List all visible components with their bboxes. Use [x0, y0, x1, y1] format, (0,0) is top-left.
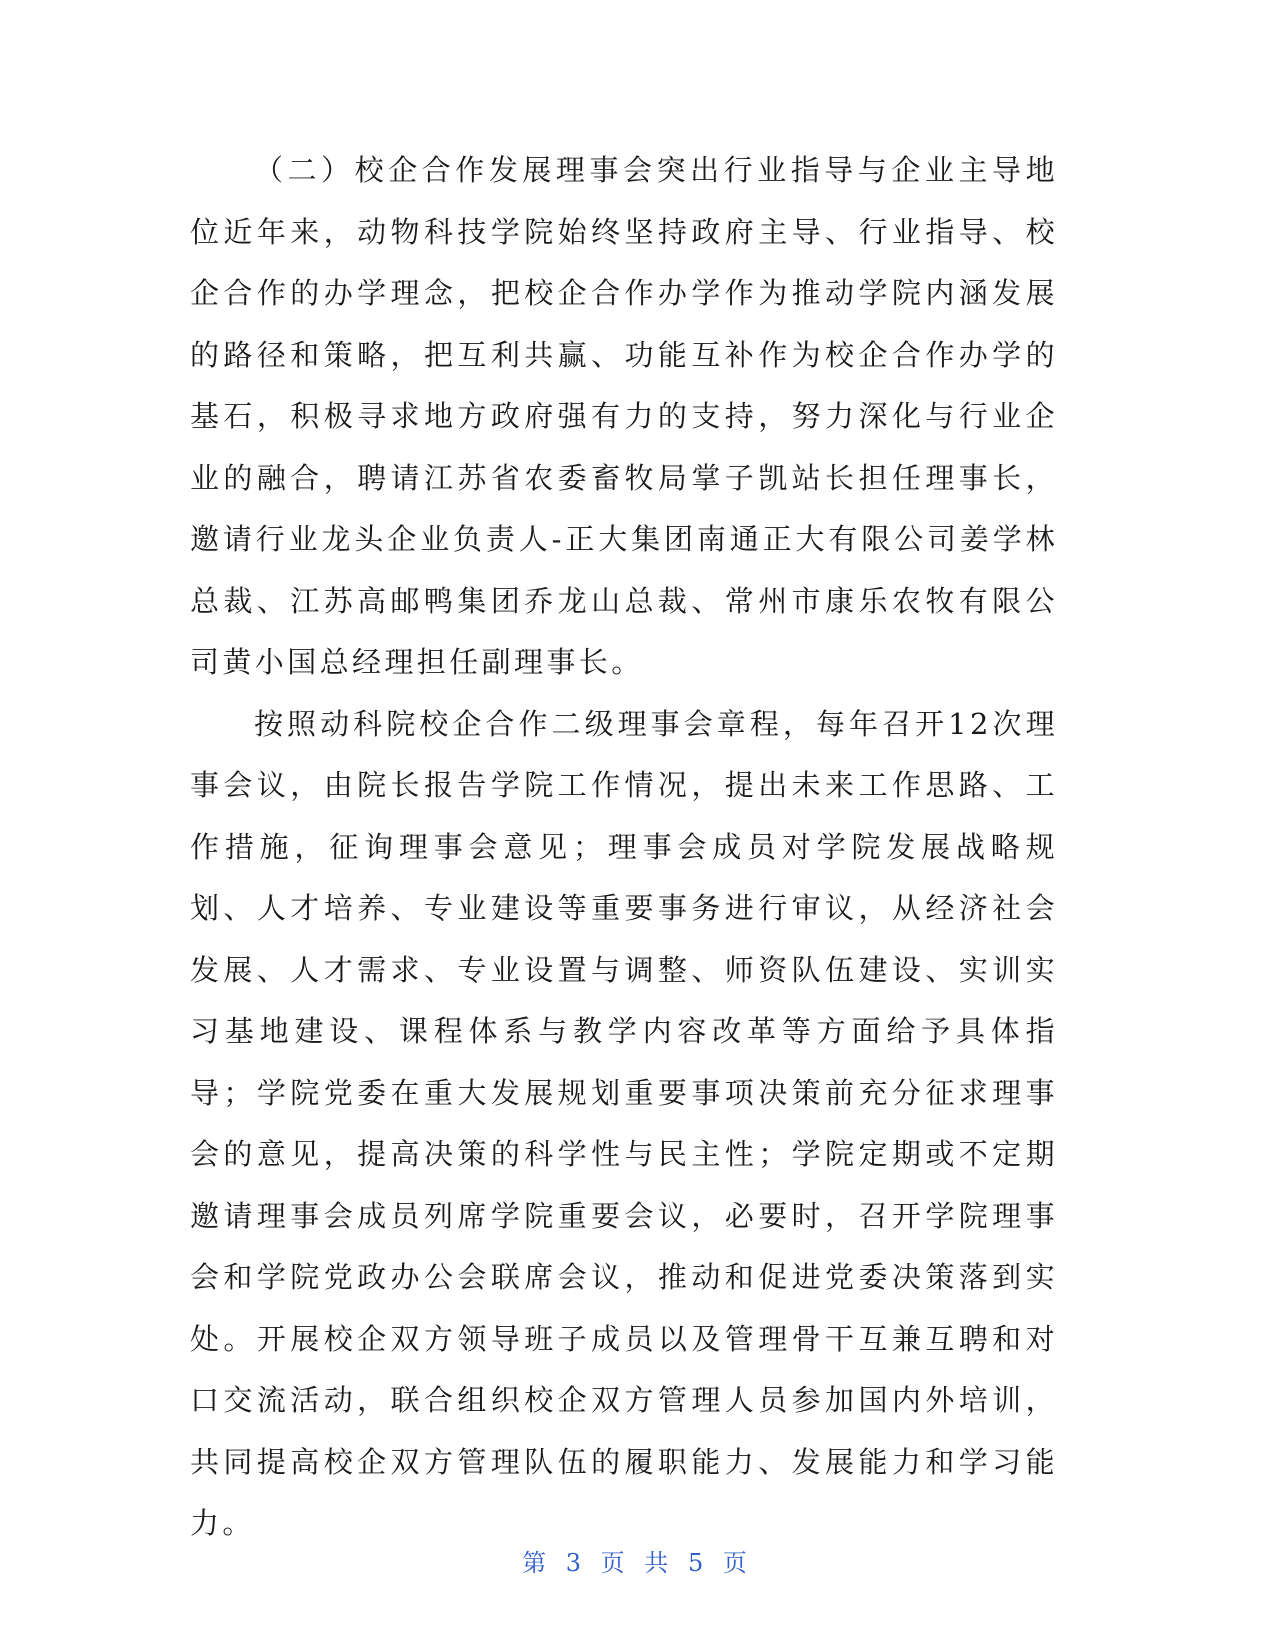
footer-suffix: 页: [722, 1549, 753, 1577]
footer-total-pages: 5: [687, 1549, 710, 1577]
page-footer: [0, 1543, 1275, 1578]
footer-prefix: 第: [522, 1549, 553, 1577]
footer-current-page: 3: [565, 1549, 588, 1577]
paragraph-1: （二）校企合作发展理事会突出行业指导与企业主导地位近年来，动物科技学院始终坚持政府主导、行业指导、校企合作的办学理念，把校企合作办学作为推动学院内涵发展的路径和策略，把互利共赢、功能互补作为校企合作办学的基石，积极寻求地方政府强有力的支持，努力深化与行业企业的融合，聘请江苏省农委畜牧局掌子凯站长担任理事长，邀请行业龙头企业负责人-正大集团南通正大有限公司姜学林总裁、江苏高邮鸭集团乔龙山总裁、常州市康乐农牧有限公司黄小国总经理担任副理事长。: [190, 153, 1058, 679]
document-body: [190, 140, 1058, 1555]
footer-middle: 页 共: [600, 1549, 675, 1577]
paragraph-2: 按照动科院校企合作二级理事会章程，每年召开12次理事会议，由院长报告学院工作情况，提出未来工作思路、工作措施，征询理事会意见；理事会成员对学院发展战略规划、人才培养、专业建设等重要事务进行审议，从经济社会发展、人才需求、专业设置与调整、师资队伍建设、实训实习基地建设、课程体系与教学内容改革等方面给予具体指导；学院党委在重大发展规划重要事项决策前充分征求理事会的意见，提高决策的科学性与民主性；学院定期或不定期邀请理事会成员列席学院重要会议，必要时，召开学院理事会和学院党政办公会联席会议，推动和促进党委决策落到实处。开展校企双方领导班子成员以及管理骨干互兼互聘和对口交流活动，联合组织校企双方管理人员参加国内外培训，共同提高校企双方管理队伍的履职能力、发展能力和学习能力。: [190, 706, 1058, 1540]
